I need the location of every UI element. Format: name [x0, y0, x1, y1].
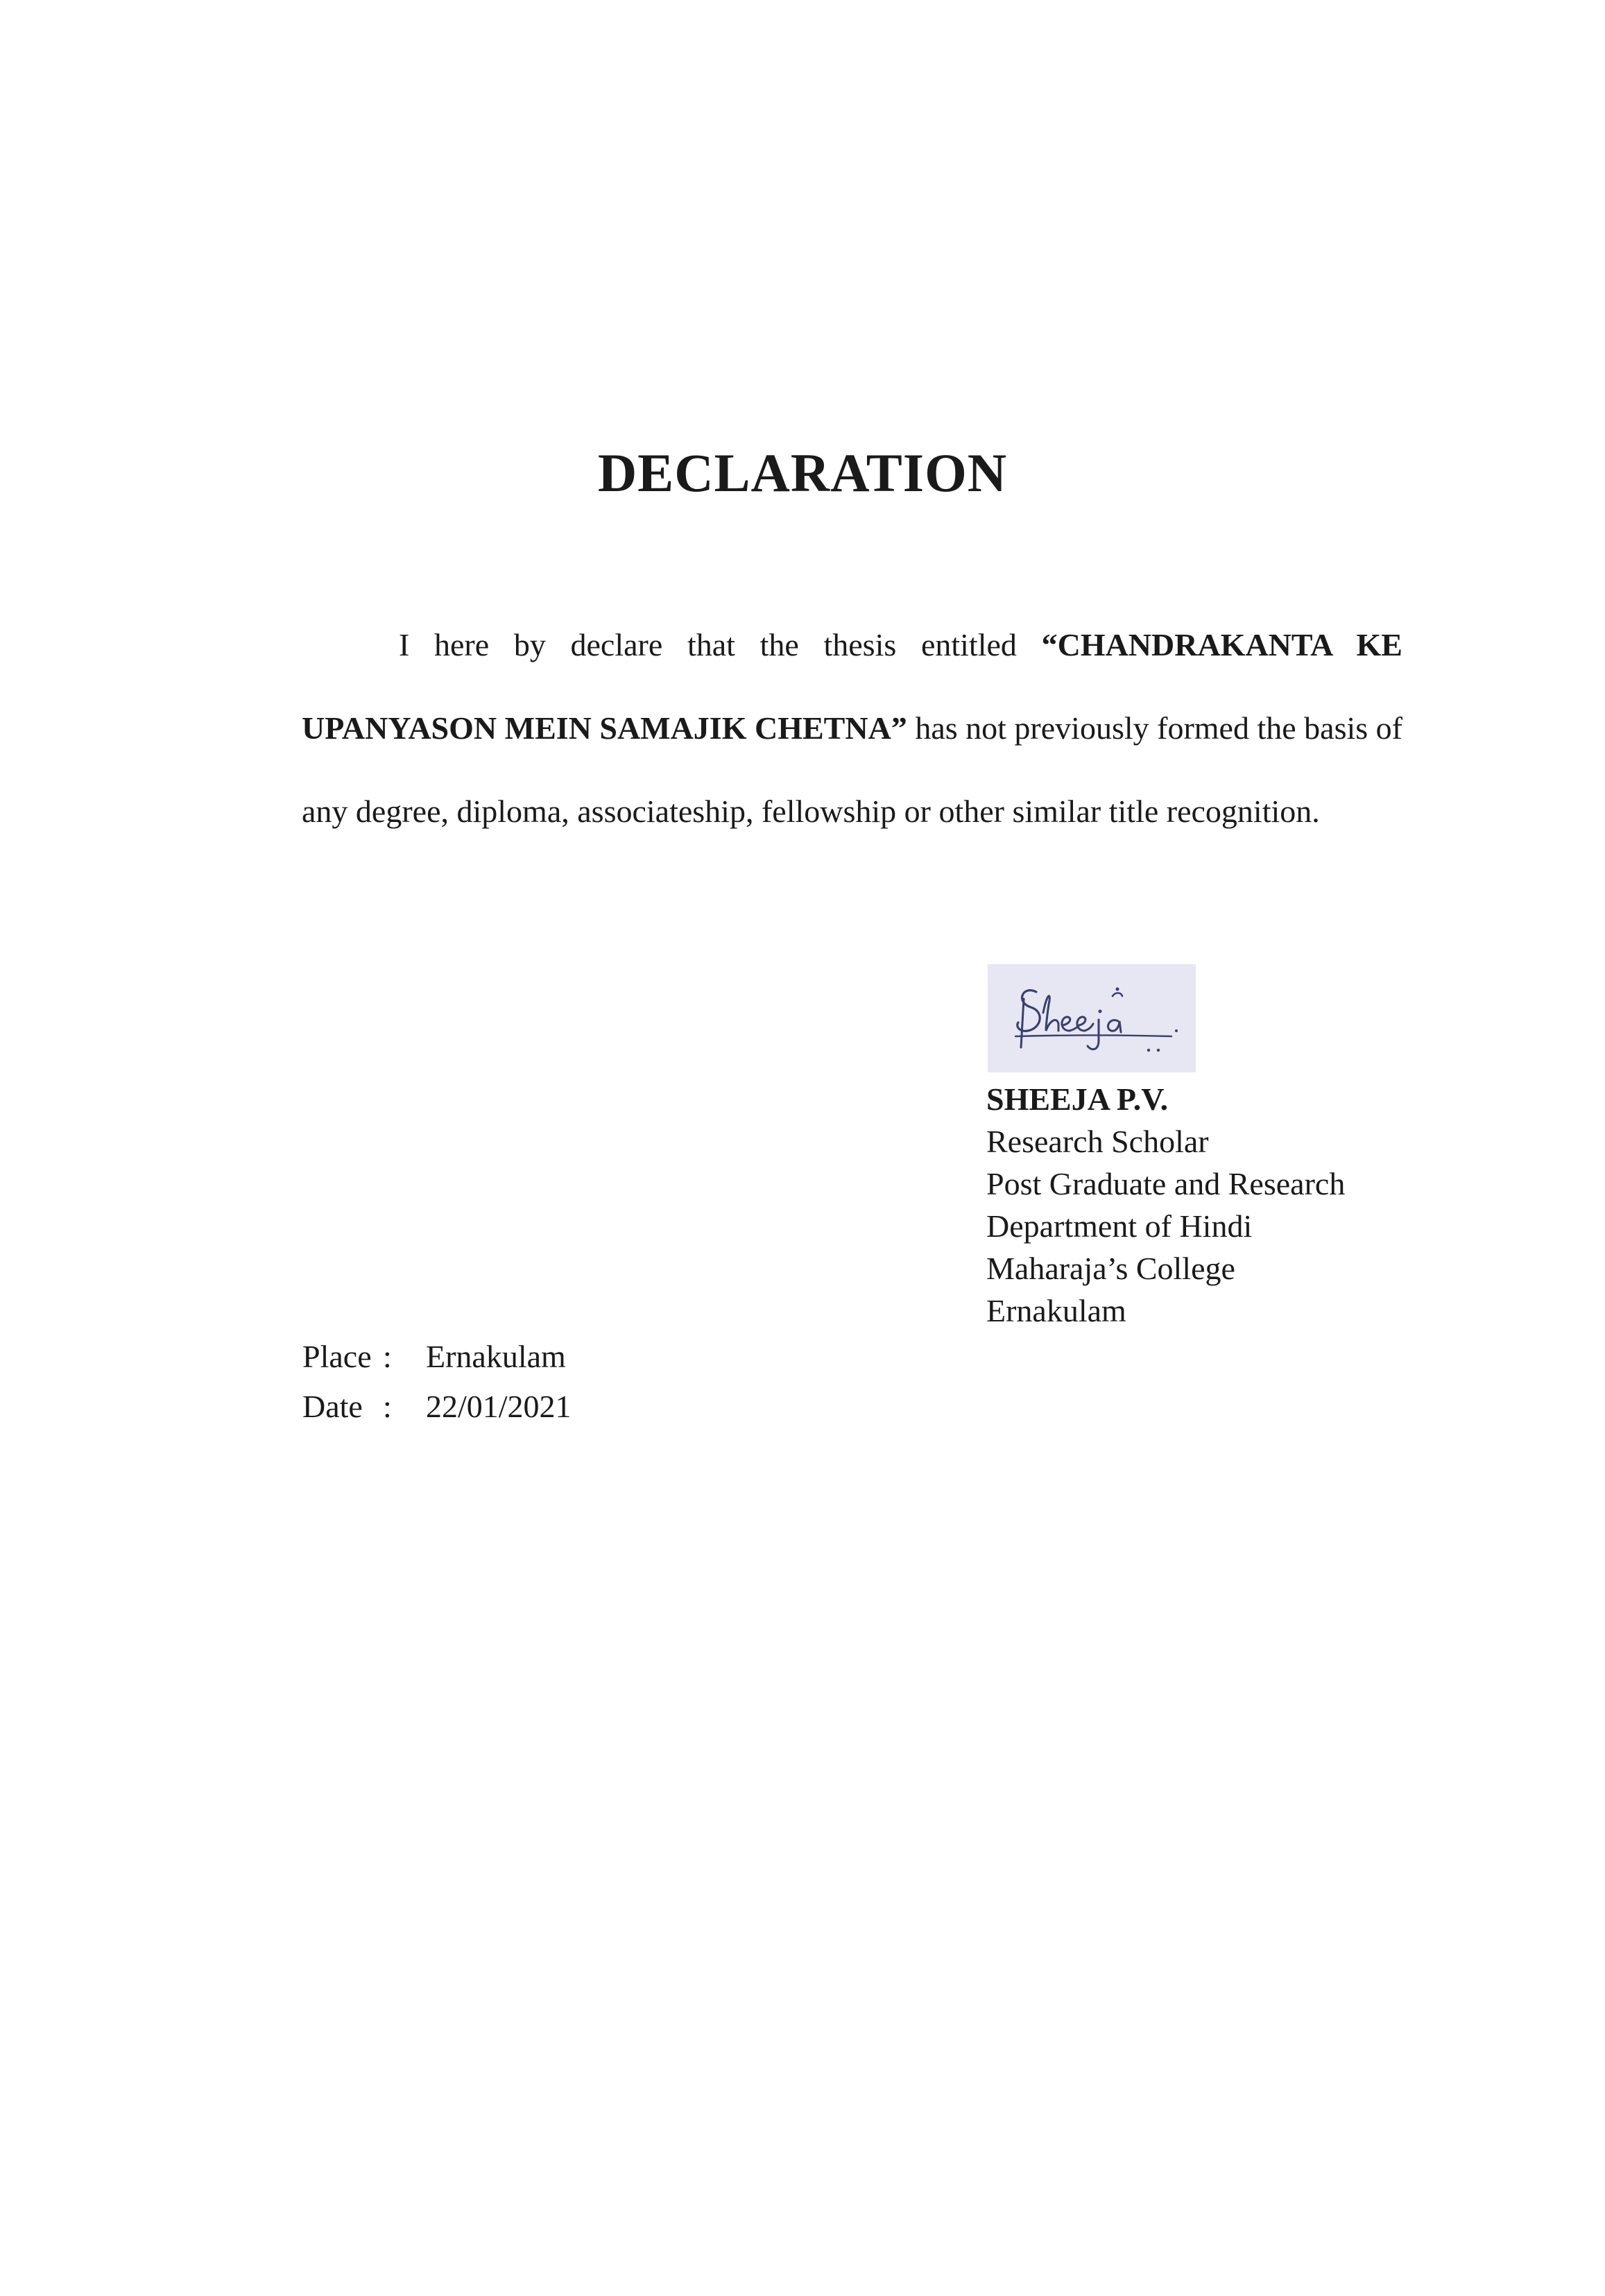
signatory-line: Maharaja’s College — [986, 1251, 1235, 1286]
thesis-title: “CHANDRAKANTA KE UPANYASON MEIN SAMAJIK CHETNA” — [302, 627, 1402, 746]
signatory-line: Ernakulam — [986, 1293, 1126, 1328]
place-value: Ernakulam — [426, 1339, 566, 1374]
signatory-line: Research Scholar — [986, 1124, 1209, 1159]
signatory-name: SHEEJA P.V. — [986, 1081, 1169, 1117]
page-title: DECLARATION — [597, 443, 1008, 503]
declaration-rest: has not previously formed the basis of any degree, diploma, associateship, fellowship or other similar title recognition. — [302, 710, 1402, 829]
date-value: 22/01/2021 — [426, 1389, 572, 1424]
place-row — [302, 1332, 572, 1382]
date-row — [302, 1382, 572, 1432]
date-colon: : — [383, 1389, 392, 1424]
signature-image — [988, 964, 1196, 1072]
place-date-block — [302, 1332, 572, 1432]
date-label: Date — [302, 1389, 363, 1424]
handwritten-signature — [988, 964, 1196, 1072]
signatory-line: Department of Hindi — [986, 1208, 1253, 1244]
signatory-line: Post Graduate and Research — [986, 1166, 1346, 1201]
declaration-paragraph — [302, 603, 1402, 853]
declaration-intro: I here by declare that the thesis entitled — [399, 627, 1042, 662]
signatory-details — [986, 1078, 1345, 1332]
place-colon: : — [383, 1339, 392, 1374]
place-label: Place — [302, 1339, 372, 1374]
